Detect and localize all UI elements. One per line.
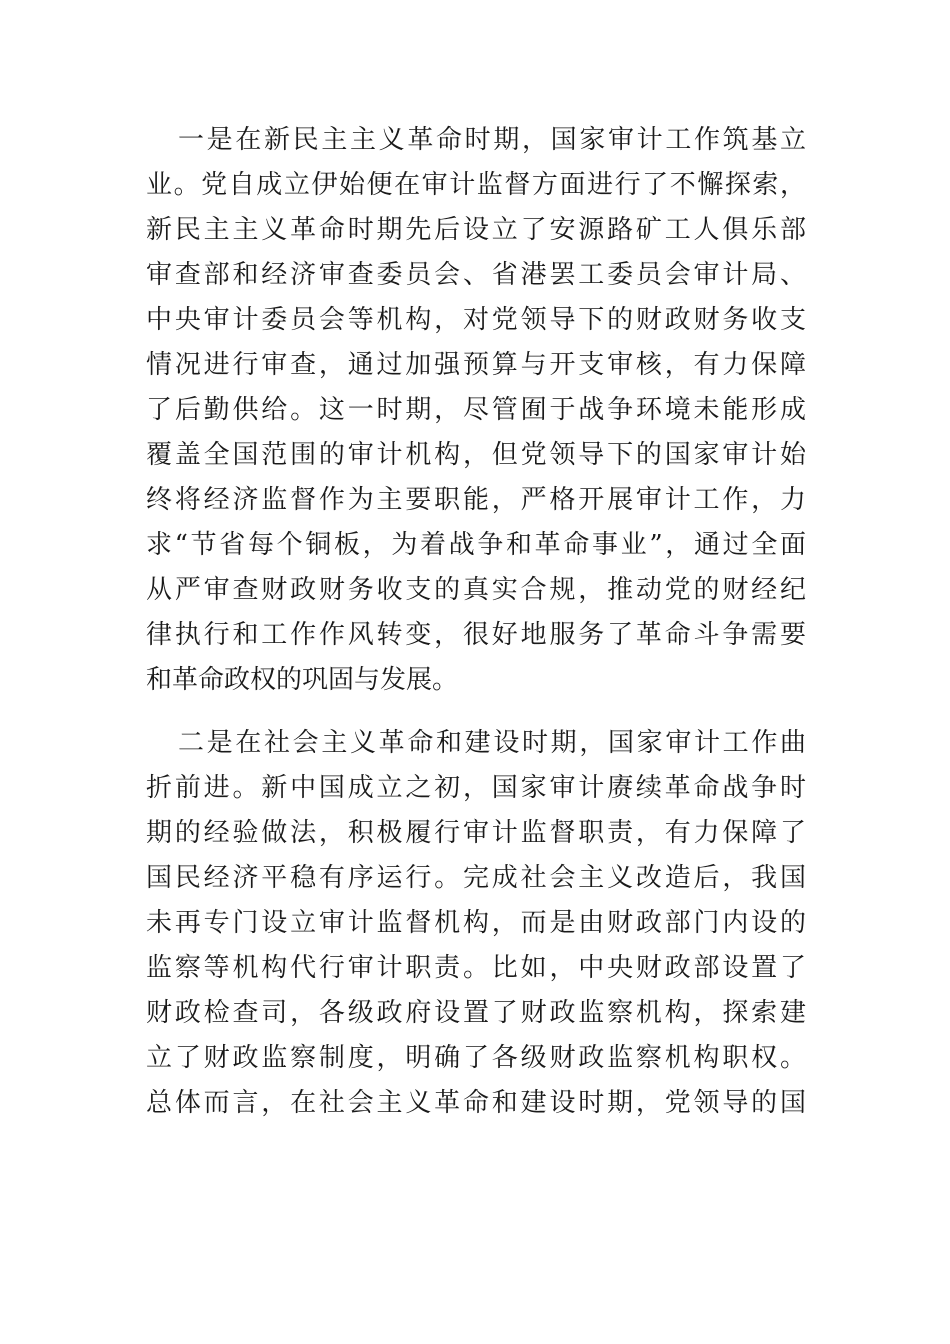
text-line: 二是在社会主义革命和建设时期，国家审计工作曲 <box>178 728 806 758</box>
text-line: 中央审计委员会等机构，对党领导下的财政财务收支 <box>146 305 806 335</box>
text-line: 了后勤供给。这一时期，尽管囿于战争环境未能形成 <box>146 395 806 425</box>
text-line: 国民经济平稳有序运行。完成社会主义改造后，我国 <box>146 863 806 893</box>
paragraph-1 <box>146 118 806 703</box>
text-line: 终将经济监督作为主要职能，严格开展审计工作，力 <box>146 485 806 515</box>
text-line: 从严审查财政财务收支的真实合规，推动党的财经纪 <box>146 575 806 605</box>
text-line: 审查部和经济审查委员会、省港罢工委员会审计局、 <box>146 260 806 290</box>
text-line: 监察等机构代行审计职责。比如，中央财政部设置了 <box>146 953 806 983</box>
text-line: 业。党自成立伊始便在审计监督方面进行了不懈探索， <box>146 170 806 200</box>
text-line: 未再专门设立审计监督机构，而是由财政部门内设的 <box>146 908 806 938</box>
text-line: 律执行和工作作风转变，很好地服务了革命斗争需要 <box>146 620 806 650</box>
text-line: 一是在新民主主义革命时期，国家审计工作筑基立 <box>178 125 806 155</box>
text-line: 覆盖全国范围的审计机构，但党领导下的国家审计始 <box>146 440 806 470</box>
text-line: 新民主主义革命时期先后设立了安源路矿工人俱乐部 <box>146 215 806 245</box>
paragraph-2 <box>146 721 806 1126</box>
text-line: 总体而言，在社会主义革命和建设时期，党领导的国 <box>146 1088 806 1118</box>
text-line: 期的经验做法，积极履行审计监督职责，有力保障了 <box>146 818 806 848</box>
text-line: 和革命政权的巩固与发展。 <box>146 665 459 695</box>
text-line: 求“节省每个铜板，为着战争和革命事业”，通过全面 <box>146 530 806 560</box>
document-body <box>146 118 806 1126</box>
text-line: 折前进。新中国成立之初，国家审计赓续革命战争时 <box>146 773 806 803</box>
text-line: 情况进行审查，通过加强预算与开支审核，有力保障 <box>146 350 806 380</box>
text-line: 财政检查司，各级政府设置了财政监察机构，探索建 <box>146 998 806 1028</box>
text-line: 立了财政监察制度，明确了各级财政监察机构职权。 <box>146 1043 806 1073</box>
